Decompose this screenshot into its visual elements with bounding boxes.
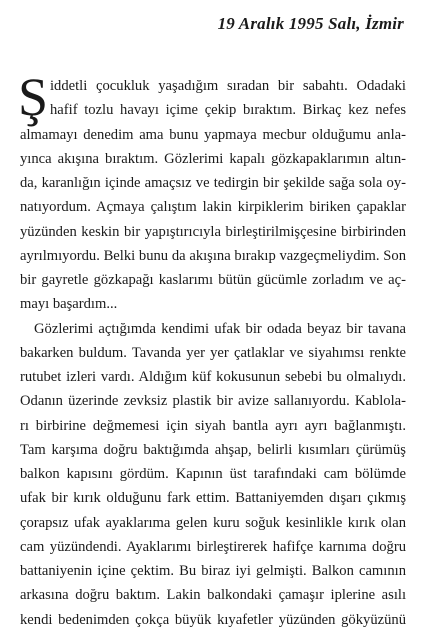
text-line: çorapsız ufak ayaklarıma gelen kuru soğuk kesinlikle kırık olan <box>20 514 406 531</box>
text-line: battaniyenin içine çektim. Bu biraz iyi gelmişti. Balkon camının <box>20 563 406 579</box>
text-line: da, karanlığın içinde amaçsız ve tedirgin bir şekilde sağa sola oy- <box>20 175 406 191</box>
text-line: yüzünden keskin bir yapıştırıcıyla birleştirilmişçesine birbirinden <box>20 223 406 240</box>
text-line: arkasına doğru baktım. Lakin balkondaki çamaşır iplerine asılı <box>20 587 406 604</box>
text-line: Odanın üzerinde zevksiz plastik bir avize sallanıyordu. Kablola- <box>20 393 406 410</box>
text-line: hafif tozlu havayı içime çekip bıraktım. Birkaç kez nefes <box>50 102 406 119</box>
text-line: ufak bir kırık olduğunu fark ettim. Battaniyemden dışarı çıkmış <box>20 490 406 507</box>
text-line: iddetli çocukluk yaşadığım sıradan bir sabahtı. Odadaki <box>50 78 406 94</box>
text-line: almamayı denedim ama bunu yapmaya mecbur olduğumu anla- <box>20 126 406 143</box>
text-line: rutubet izleri vardı. Aldığım küf kokusunun sebebi bu olmalıydı. <box>20 369 406 385</box>
text-line: cam yüzündendi. Ayaklarımı birleştirerek hafifçe karnıma doğru <box>20 538 406 555</box>
text-line: natıyordum. Açmaya çalıştım lakin kirpiklerim biriken çapaklar <box>20 199 406 216</box>
body-text <box>20 74 406 632</box>
text-line: balkon kapısını gördüm. Kapının üst tarafındaki cam bölümde <box>20 466 406 482</box>
text-line: ayrılmıyordu. Belki bunu da akışına bırakıp vazgeçmeliydim. Son <box>20 247 406 264</box>
text-line: bir gayretle gözkapağı kaslarımı bütün gücümle zorladım ve aç- <box>20 272 406 288</box>
text-line: Tam karşıma doğru baktığımda ahşap, belirli kısımları çürümüş <box>20 441 406 458</box>
text-line: Gözlerimi açtığımda kendimi ufak bir odada beyaz bir tavana <box>34 320 406 337</box>
text-line: bakarken buldum. Tavanda yer yer çatlaklar ve siyahımsı renkte <box>20 344 406 361</box>
text-line: rı birbirine değmemesi için siyah bantla ayrı ayrı bağlanmıştı. <box>20 417 406 434</box>
text-line: mayı başardım... <box>20 296 118 313</box>
chapter-date-heading: 19 Aralık 1995 Salı, İzmir <box>217 14 404 33</box>
drop-cap-letter: Ş <box>18 67 49 127</box>
text-line: kendi bedenimden çokça büyük kıyafetler yüzünden gökyüzünü <box>20 611 406 628</box>
text-line: yınca akışına bıraktım. Gözlerimi kapalı gözkapaklarımın altın- <box>20 150 406 167</box>
